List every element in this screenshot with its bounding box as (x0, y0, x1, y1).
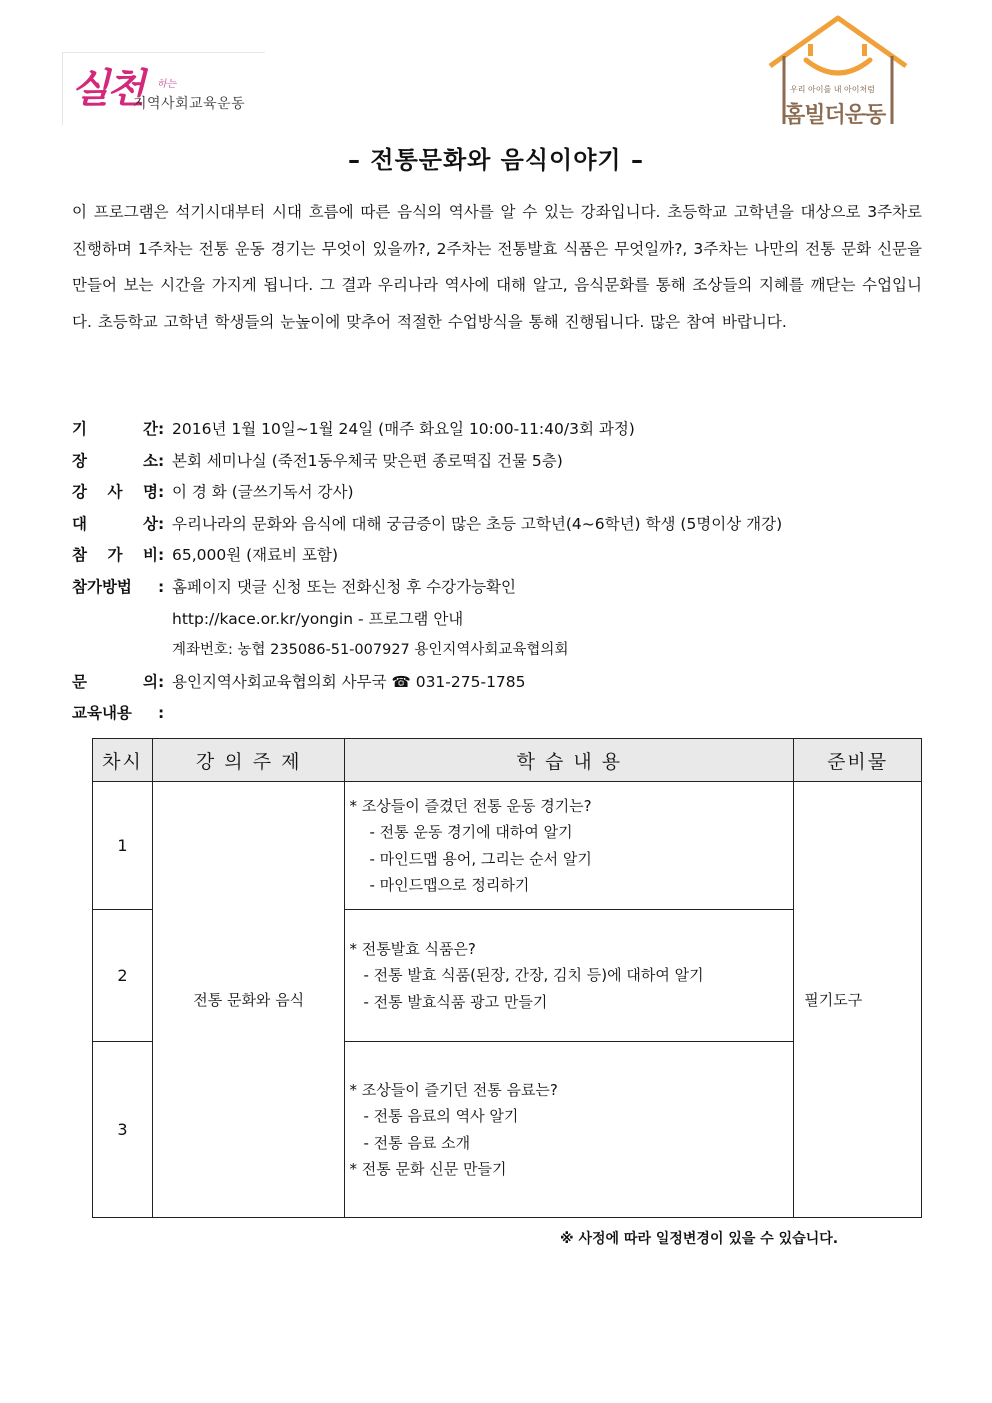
info-label-content: 교육내용 (72, 704, 132, 723)
header-content: 학 습 내 용 (345, 739, 794, 782)
intro-text: 이 프로그램은 석기시대부터 시대 흐름에 따른 음식의 역사를 알 수 있는 강좌입니다. 초등학교 고학년을 대상으로 3주차로 진행하며 1주차는 전통 운동 경기는 무엇이 있을까?, 2주차는 전통발효 식품은 무엇일까?, 3주차는 나만의 전통 문화 신문을 만들어 보는 시간을 가지게 됩니다. 그 결과 우리나라 역사에 대해 알고, 음식문화를 통해 조상들의 지혜를 깨닫는 수업입니다. 초등학교 고학년 학생들의 눈높이에 맞추어 적절한 수업방식을 통해 진행됩니다. 많은 참여 바랍니다. (72, 203, 922, 331)
program-link[interactable]: http://kace.or.kr/yongin - 프로그램 안내 (172, 609, 464, 628)
intro-paragraph (72, 194, 922, 340)
info-row-fee: 참 가 비 : 65,000원 (재료비 포함) (72, 540, 942, 572)
info-row-method-url (72, 604, 942, 636)
info-label-period: 기 간 (72, 420, 158, 438)
logo-left-script: 실천 (71, 65, 143, 112)
info-row-account (72, 635, 942, 667)
logo-right (762, 14, 914, 132)
session-number: 3 (93, 1042, 153, 1218)
topic-cell: 전통 문화와 음식 (152, 782, 345, 1218)
info-label-method: 참가방법 (72, 577, 132, 596)
info-label-target: 대 상 (72, 514, 158, 533)
info-label-instructor: 강 사 명 (72, 483, 158, 502)
session-content: * 전통발효 식품은? - 전통 발효 식품(된장, 간장, 김치 등)에 대하여 알기 - 전통 발효식품 광고 만들기 (345, 910, 794, 1042)
info-block (72, 414, 942, 730)
info-value-target: 우리나라의 문화와 음식에 대해 궁금증이 많은 초등 고학년(4~6학년) 학생 (5명이상 개강) (172, 514, 783, 533)
info-label-place: 장 소 (72, 451, 158, 470)
logo-left (62, 52, 265, 125)
info-value-fee: 65,000원 (재료비 포함) (172, 546, 339, 565)
schedule-table (92, 738, 922, 1218)
info-value-place: 본회 세미나실 (죽전1동우체국 맞은편 종로떡집 건물 5층) (172, 451, 563, 470)
info-row-content: 교육내용 : (72, 698, 942, 730)
prep-cell: 필기도구 (794, 782, 922, 1218)
schedule-change-note: ※ 사정에 따라 일정변경이 있을 수 있습니다. (560, 1231, 839, 1247)
info-row-target: 대 상 : 우리나라의 문화와 음식에 대해 궁금증이 많은 초등 고학년(4~6학년) 학생 (5명이상 개강) (72, 509, 942, 541)
header-topic: 강 의 주 제 (152, 739, 345, 782)
info-value-contact: 용인지역사회교육협의회 사무국 ☎ 031-275-1785 (172, 672, 526, 691)
logo-right-tagline: 우리 아이를 내 아이처럼 (790, 85, 875, 94)
info-row-period: 기 간 : 2016년 1월 10일~1월 24일 (매주 화요일 10:00-11:40/3회 과정) (72, 414, 942, 446)
header-session: 차시 (93, 739, 153, 782)
table-row (93, 782, 922, 910)
session-content: * 조상들이 즐기던 전통 음료는? - 전통 음료의 역사 알기 - 전통 음료 소개 * 전통 문화 신문 만들기 (345, 1042, 794, 1218)
info-row-method: 참가방법 : 홈페이지 댓글 신청 또는 전화신청 후 수강가능확인 (72, 572, 942, 604)
page-title: – 전통문화와 음식이야기 – (348, 146, 644, 174)
session-content: * 조상들이 즐겼던 전통 운동 경기는? - 전통 운동 경기에 대하여 알기 - 마인드맵 용어, 그리는 순서 알기 - 마인드맵으로 정리하기 (345, 782, 794, 910)
header-prep: 준비물 (794, 739, 922, 782)
logo-left-name: 지역사회교육운동 (133, 96, 246, 112)
session-number: 2 (93, 910, 153, 1042)
info-row-place: 장 소 : 본회 세미나실 (죽전1동우체국 맞은편 종로떡집 건물 5층) (72, 446, 942, 478)
session-number: 1 (93, 782, 153, 910)
logo-right-name: 홈빌더운동 (784, 103, 886, 128)
table-header-row (93, 739, 922, 782)
info-label-contact: 문 의 (72, 672, 158, 691)
info-value-period: 2016년 1월 10일~1월 24일 (매주 화요일 10:00-11:40/3회 과정) (172, 420, 635, 438)
info-row-instructor: 강 사 명 : 이 경 화 (글쓰기독서 강사) (72, 477, 942, 509)
info-value-method: 홈페이지 댓글 신청 또는 전화신청 후 수강가능확인 (172, 577, 516, 596)
info-row-contact: 문 의 : 용인지역사회교육협의회 사무국 ☎ 031-275-1785 (72, 667, 942, 699)
logo-left-small: 하는 (157, 79, 177, 90)
account-info: 계좌번호: 농협 235086-51-007927 용인지역사회교육협의회 (172, 642, 569, 659)
info-label-fee: 참 가 비 (72, 546, 158, 565)
info-value-instructor: 이 경 화 (글쓰기독서 강사) (172, 483, 354, 502)
